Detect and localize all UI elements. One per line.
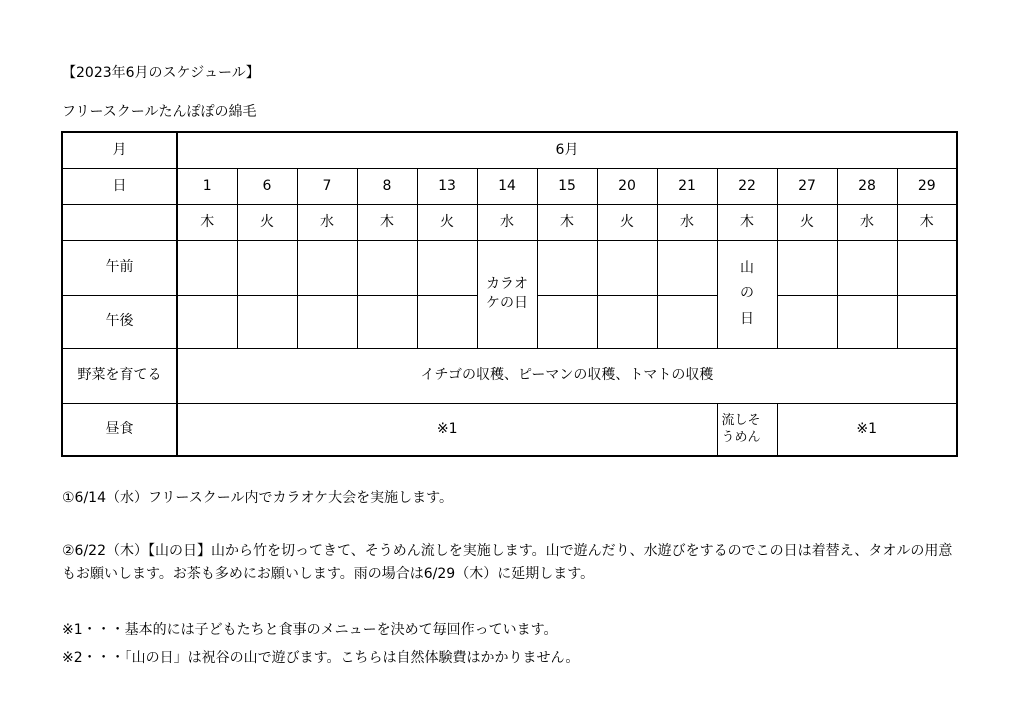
weekday-cell: 水	[837, 204, 897, 240]
schedule-cell	[237, 295, 297, 348]
weekday-cell: 火	[597, 204, 657, 240]
day-cell: 21	[657, 168, 717, 204]
lunch-label: 昼食	[62, 403, 177, 456]
vegetables-label: 野菜を育てる	[62, 348, 177, 403]
footnote-1: ※1・・・基本的には子どもたちと食事のメニューを決めて毎回作っています。	[62, 622, 558, 638]
schedule-cell	[297, 295, 357, 348]
month-label: 月	[62, 132, 177, 168]
schedule-cell	[417, 240, 477, 295]
weekday-cell: 木	[177, 204, 237, 240]
lunch-note-b: ※1	[777, 403, 957, 456]
schedule-cell	[597, 240, 657, 295]
schedule-cell	[837, 240, 897, 295]
weekday-cell: 木	[537, 204, 597, 240]
schedule-cell	[597, 295, 657, 348]
vegetables-value: イチゴの収穫、ピーマンの収穫、トマトの収穫	[177, 348, 957, 403]
page-title: 【2023年6月のスケジュール】	[62, 65, 260, 81]
schedule-cell	[357, 295, 417, 348]
weekday-cell: 火	[417, 204, 477, 240]
note-karaoke: ①6/14（水）フリースクール内でカラオケ大会を実施します。	[62, 490, 454, 506]
day-cell: 14	[477, 168, 537, 204]
organization-name: フリースクールたんぽぽの綿毛	[62, 104, 257, 120]
schedule-cell	[417, 295, 477, 348]
afternoon-label: 午後	[62, 295, 177, 348]
lunch-special: 流しそうめん	[717, 403, 777, 456]
weekday-cell: 木	[357, 204, 417, 240]
weekday-cell: 水	[657, 204, 717, 240]
schedule-cell	[837, 295, 897, 348]
day-cell: 22	[717, 168, 777, 204]
schedule-cell	[777, 240, 837, 295]
day-cell: 20	[597, 168, 657, 204]
weekday-cell: 木	[717, 204, 777, 240]
schedule-cell	[897, 240, 957, 295]
schedule-cell	[237, 240, 297, 295]
mountain-day-cell: 山の日	[717, 240, 777, 348]
day-cell: 6	[237, 168, 297, 204]
day-cell: 7	[297, 168, 357, 204]
weekday-cell: 水	[477, 204, 537, 240]
note-mountain-day: ②6/22（木）【山の日】山から竹を切ってきて、そうめん流しを実施します。山で遊んだり、水遊びをするのでこの日は着替え、タオルの用意もお願いします。お茶も多めにお願いします。雨の場合は6/29（木）に延期します。	[62, 543, 953, 582]
day-cell: 29	[897, 168, 957, 204]
day-cell: 28	[837, 168, 897, 204]
footnote-2: ※2・・・「山の日」は祝谷の山で遊びます。こちらは自然体験費はかかりません。	[62, 650, 580, 666]
karaoke-day-cell: カラオケの日	[477, 240, 537, 348]
weekday-cell: 火	[777, 204, 837, 240]
day-label: 日	[62, 168, 177, 204]
weekday-cell: 木	[897, 204, 957, 240]
schedule-cell	[177, 240, 237, 295]
day-cell: 15	[537, 168, 597, 204]
schedule-cell	[357, 240, 417, 295]
weekday-cell: 火	[237, 204, 297, 240]
weekday-cell: 水	[297, 204, 357, 240]
day-cell: 27	[777, 168, 837, 204]
day-cell: 8	[357, 168, 417, 204]
schedule-cell	[897, 295, 957, 348]
weekday-label-blank	[62, 204, 177, 240]
schedule-cell	[657, 295, 717, 348]
schedule-cell	[537, 295, 597, 348]
schedule-cell	[657, 240, 717, 295]
schedule-cell	[537, 240, 597, 295]
day-cell: 1	[177, 168, 237, 204]
morning-label: 午前	[62, 240, 177, 295]
schedule-cell	[777, 295, 837, 348]
day-cell: 13	[417, 168, 477, 204]
lunch-note-a: ※1	[177, 403, 717, 456]
schedule-cell	[297, 240, 357, 295]
month-value: 6月	[177, 132, 957, 168]
schedule-cell	[177, 295, 237, 348]
schedule-table	[61, 131, 958, 457]
